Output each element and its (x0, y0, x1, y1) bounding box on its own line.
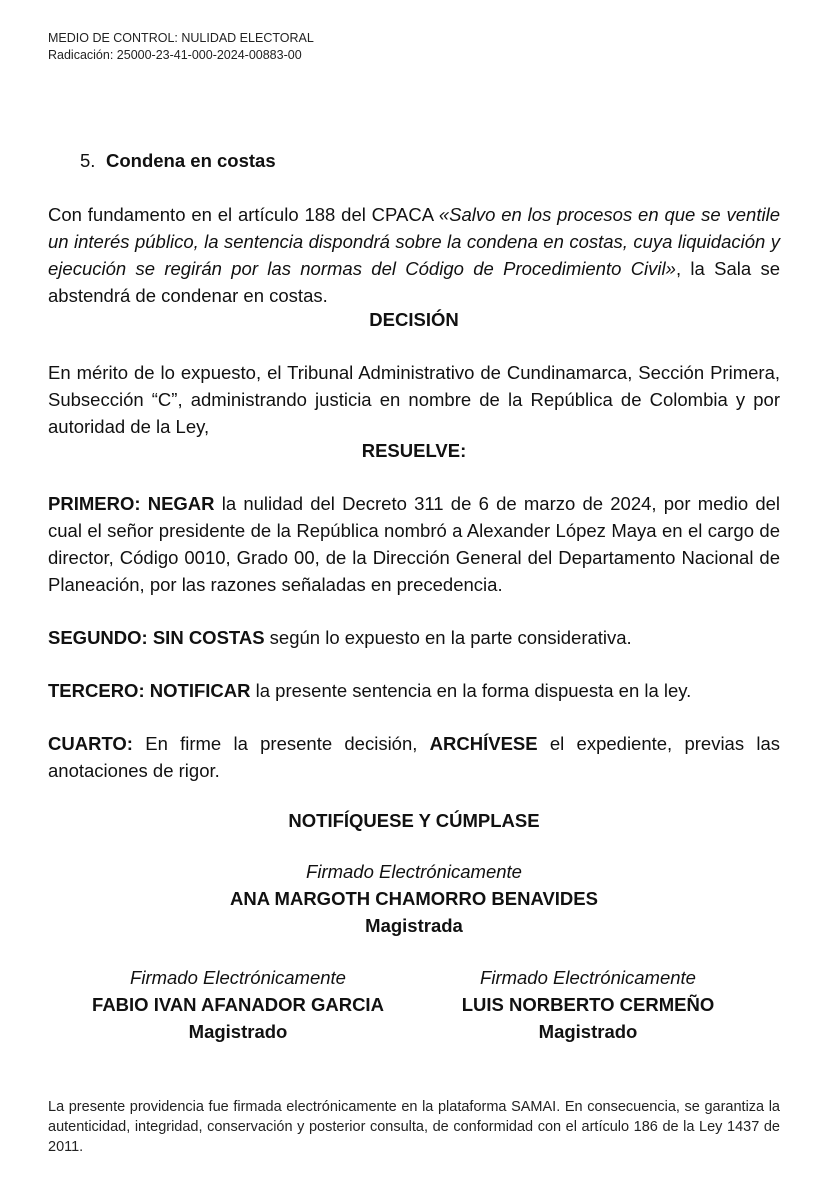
segundo-text: según lo expuesto en la parte considerativa. (264, 627, 632, 648)
footer-note: La presente providencia fue firmada electrónicamente en la plataforma SAMAI. En consecuencia, se garantiza la autenticidad, integridad, conservación y posterior consulta, de conformidad con el artículo 186 de la Ley 1437 de 2011. (48, 1099, 780, 1155)
signature-name: FABIO IVAN AFANADOR GARCIA (92, 994, 384, 1015)
costas-intro: Con fundamento en el artículo 188 del CPACA (48, 204, 439, 225)
costas-outro: , la Sala se abstendrá de condenar en costas. (48, 258, 780, 306)
cpaca-quote: «Salvo en los procesos en que se ventile un interés público, la sentencia dispondrá sobre la condena en costas, cuya liquidación y ejecución se regirán por las normas del Código de Procedimiento Civil» (48, 204, 780, 279)
cuarto-label: CUARTO: (48, 733, 133, 754)
cuarto-paragraph (48, 730, 780, 784)
signature-block-3 (428, 964, 748, 1045)
signature-role: Magistrado (538, 1021, 638, 1042)
primero-label: PRIMERO: (48, 493, 141, 514)
signature-role: Magistrada (365, 915, 463, 936)
segundo-label: SEGUNDO: (48, 627, 148, 648)
signature-name: ANA MARGOTH CHAMORRO BENAVIDES (230, 888, 598, 909)
closing-heading: NOTIFÍQUESE Y CÚMPLASE (288, 810, 540, 831)
header-radicacion: Radicación: 25000-23-41-000-2024-00883-00 (48, 48, 302, 62)
primero-paragraph (48, 490, 780, 598)
segundo-paragraph (48, 624, 780, 651)
tercero-action: NOTIFICAR (149, 680, 251, 701)
document-header (48, 30, 314, 64)
primero-text: la nulidad del Decreto 311 de 6 de marzo de 2024, por medio del cual el señor presidente de la República nombró a Alexander López Maya en el cargo de director, Código 0010, Grado 00, de la Dirección General del Departamento Nacional de Planeación, por las razones señaladas en precedencia. (48, 493, 781, 595)
signature-label: Firmado Electrónicamente (130, 967, 346, 988)
cuarto-text2: el expediente, previas las anotaciones de rigor. (48, 733, 780, 781)
primero-action: NEGAR (147, 493, 215, 514)
section-title: Condena en costas (106, 150, 276, 171)
tercero-text: la presente sentencia en la forma dispuesta en la ley. (250, 680, 692, 701)
costas-paragraph (48, 201, 780, 309)
tercero-paragraph (48, 677, 780, 704)
signature-label: Firmado Electrónicamente (306, 861, 522, 882)
signature-label: Firmado Electrónicamente (480, 967, 696, 988)
merito-paragraph: En mérito de lo expuesto, el Tribunal Administrativo de Cundinamarca, Sección Primera, Subsección “C”, administrando justicia en nombre de la República de Colombia y por autoridad de la Ley, (48, 362, 780, 437)
cuarto-text1: En firme la presente decisión, (132, 733, 430, 754)
signature-block-2 (48, 964, 428, 1045)
signature-role: Magistrado (188, 1021, 288, 1042)
segundo-action: SIN COSTAS (152, 627, 265, 648)
cuarto-action: ARCHÍVESE (429, 733, 538, 754)
section-number: 5. (80, 150, 96, 171)
resuelve-heading: RESUELVE: (361, 440, 467, 461)
signature-block-1 (48, 858, 780, 939)
decision-heading: DECISIÓN (369, 309, 459, 330)
section-heading (80, 150, 276, 172)
signature-name: LUIS NORBERTO CERMEÑO (461, 994, 715, 1015)
tercero-label: TERCERO: (48, 680, 145, 701)
header-medio-control: MEDIO DE CONTROL: NULIDAD ELECTORAL (48, 31, 314, 45)
